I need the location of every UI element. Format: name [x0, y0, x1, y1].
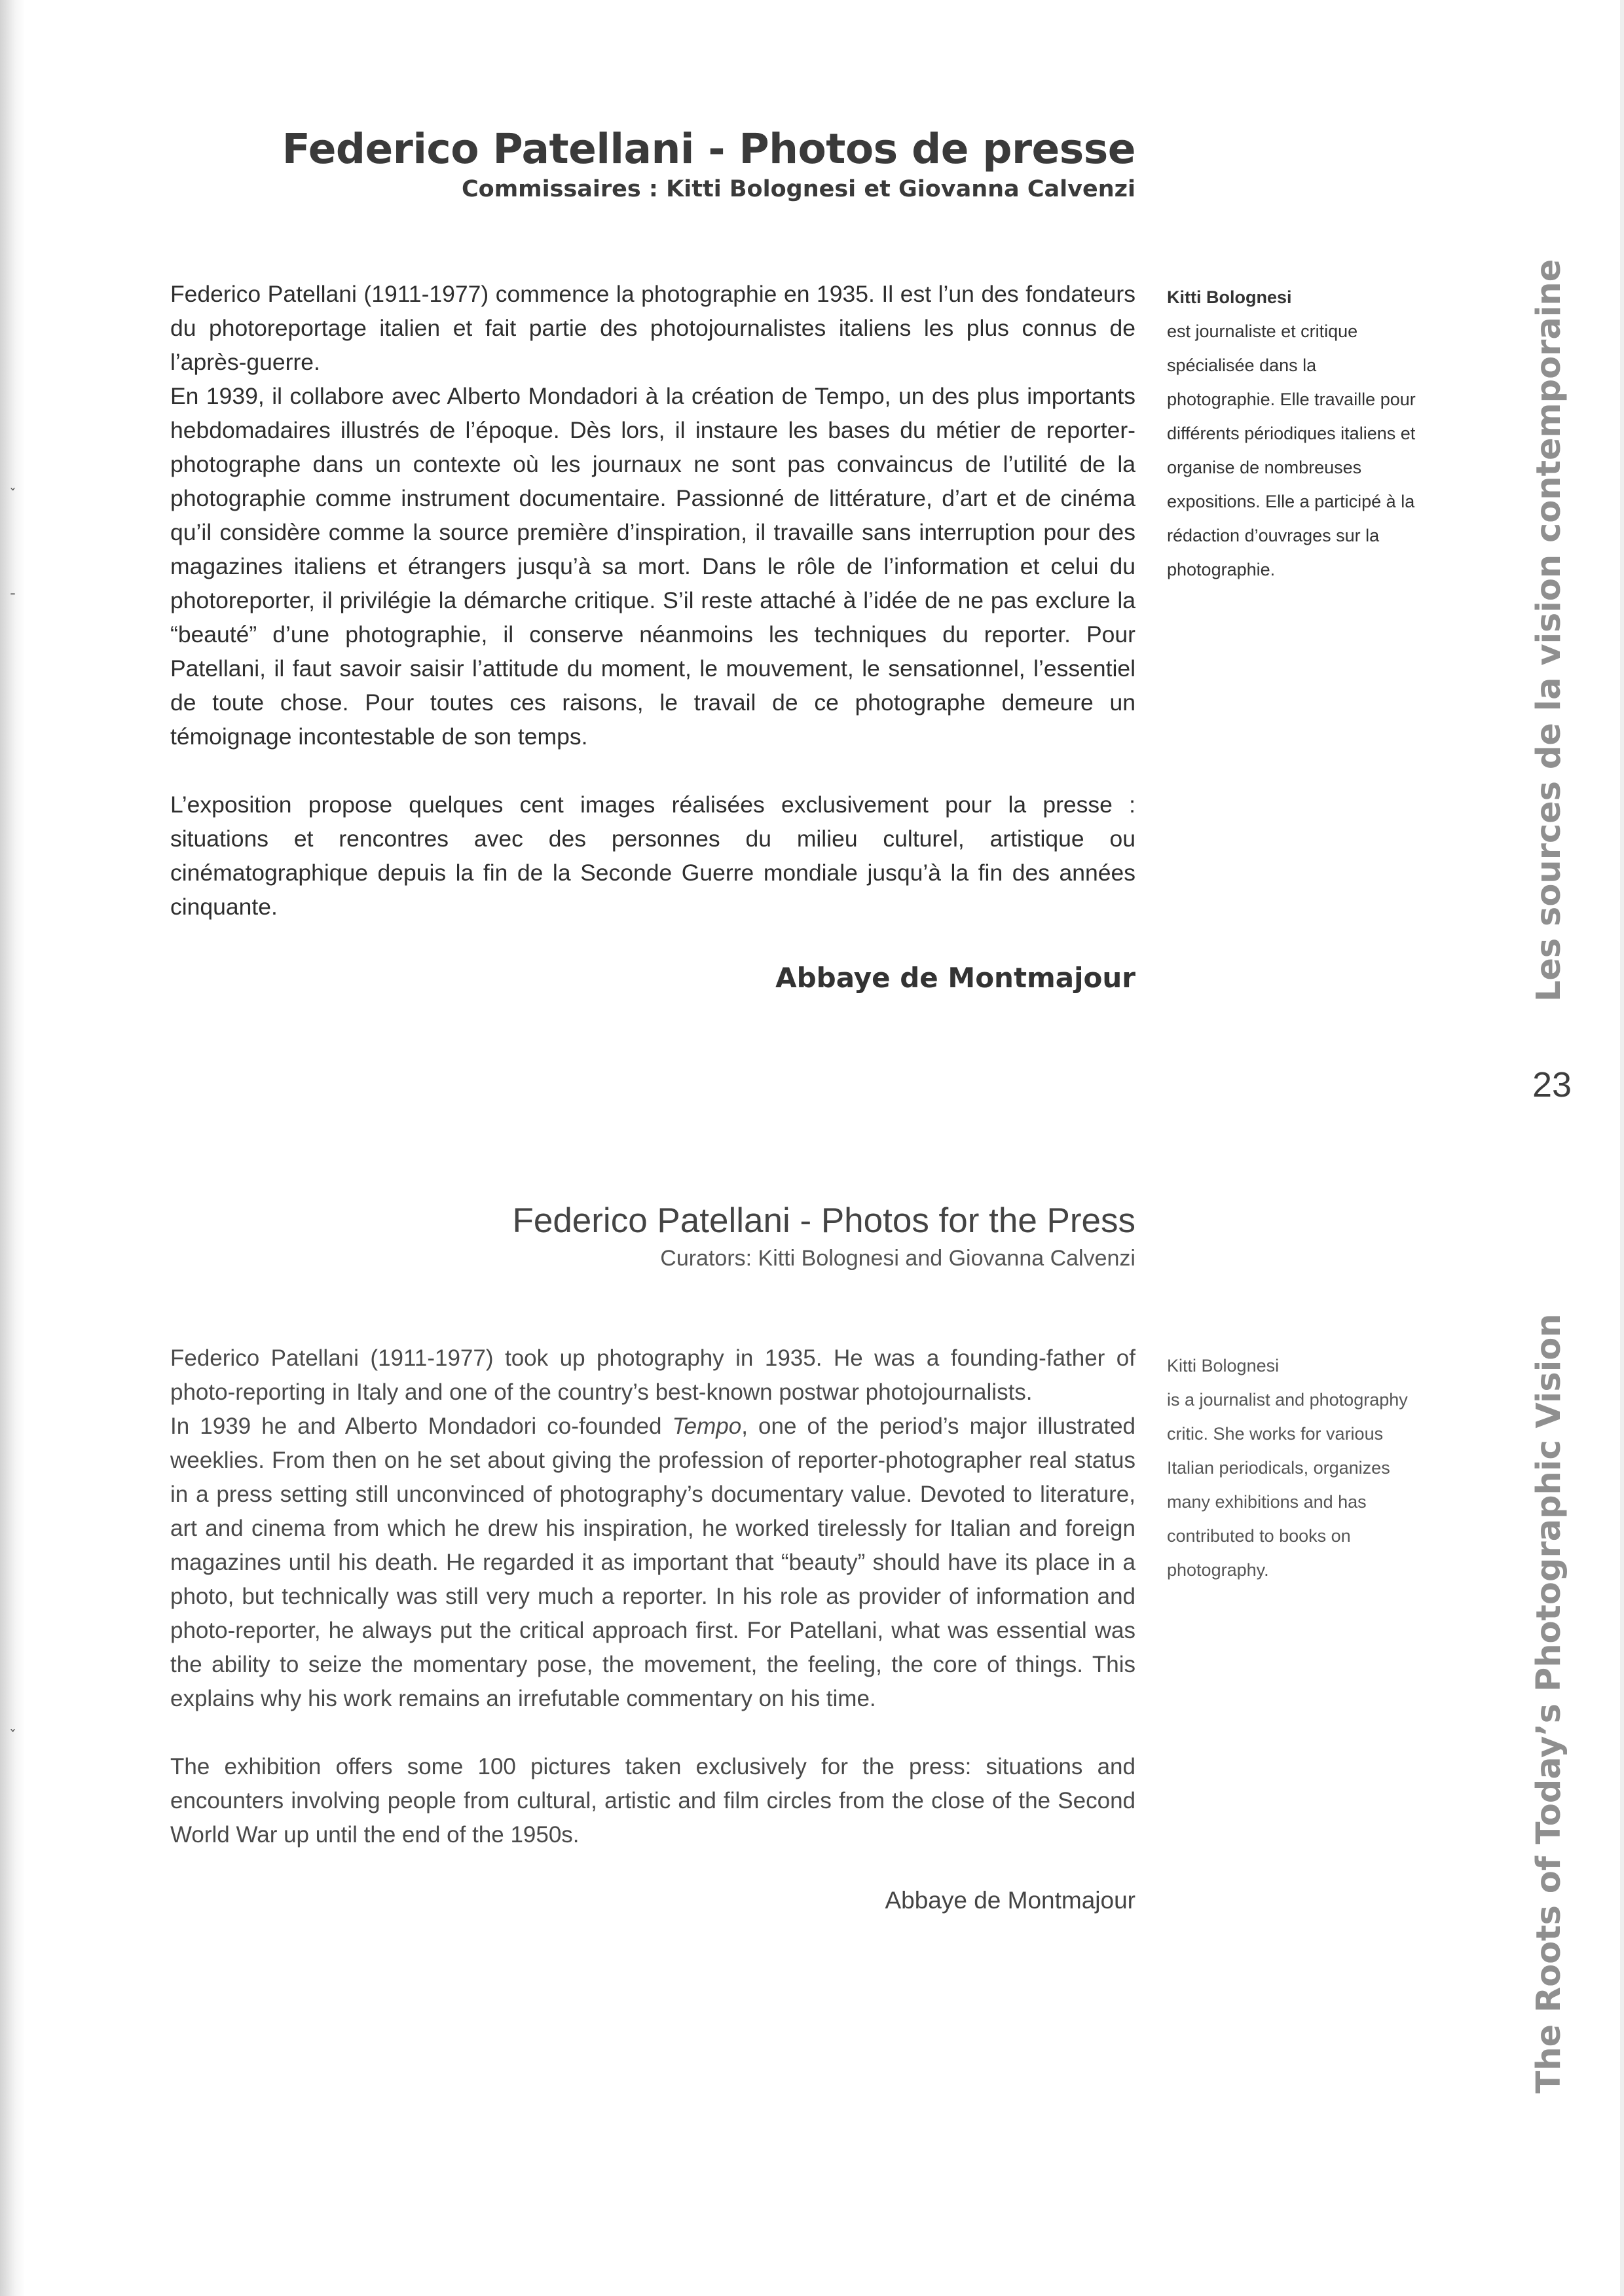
english-paragraph: The exhibition offers some 100 pictures taken exclusively for the press: situations and encounters involving people from cultural, artistic and film circles from the close of the Second World War up until the end of the 1950s. — [170, 1754, 1135, 1848]
english-location: Abbaye de Montmajour — [885, 1887, 1135, 1914]
english-body — [170, 1341, 1135, 1852]
page-number: 23 — [1532, 1065, 1572, 1104]
sidebar-name: Kitti Bolognesi — [1167, 1356, 1280, 1376]
french-sidebar — [1167, 280, 1429, 587]
english-paragraph: Federico Patellani (1911-1977) took up photography in 1935. He was a founding-father of photo-reporting in Italy and one of the country’s best-known postwar photojournalists. — [170, 1345, 1135, 1405]
vertical-section-heading-english: The Roots of Today’s Photographic Vision — [1530, 1313, 1568, 2094]
french-subtitle: Commissaires : Kitti Bolognesi et Giovanna Calvenzi — [461, 176, 1135, 202]
binding-shadow — [0, 0, 25, 2296]
sidebar-bio: est journaliste et critique spécialisée dans la photographie. Elle travaille pour différents périodiques italiens et organise de nombreuses expositions. Elle a participé à la rédaction d’ouvrages sur la photographie. — [1167, 321, 1416, 579]
english-sidebar — [1167, 1349, 1429, 1587]
french-location: Abbaye de Montmajour — [775, 962, 1135, 994]
english-subtitle: Curators: Kitti Bolognesi and Giovanna Calvenzi — [660, 1246, 1135, 1271]
sidebar-name: Kitti Bolognesi — [1167, 287, 1292, 307]
french-paragraph: Federico Patellani (1911-1977) commence la photographie en 1935. Il est l’un des fondateurs du photoreportage italien et fait partie des photojournalistes italiens les plus connus de l’après-guerre. — [170, 281, 1135, 375]
french-paragraph: En 1939, il collabore avec Alberto Mondadori à la création de Tempo, un des plus importants hebdomadaires illustrés de l’époque. Dès lors, il instaure les bases du métier de reporter-photographe dans un contexte où les journaux ne sont pas convaincus de l’utilité de la photographie comme instrument documentaire. Passionné de littérature, d’art et de cinéma qu’il considère comme la source première d’inspiration, il travaille sans interruption pour des magazines italiens et étrangers jusqu’à sa mort. Dans le rôle de l’information et celui du photoreporter, il privilégie la démarche critique. S’il reste attaché à l’idée de ne pas exclure la “beauté” d’une photographie, il conserve néanmoins les techniques du reporter. Pour Patellani, il faut savoir saisir l’attitude du moment, le mouvement, le sensationnel, l’essentiel de toute chose. Pour toutes ces raisons, le travail de ce photographe demeure un témoignage incontestable de son temps. — [170, 383, 1135, 750]
english-paragraph — [170, 1410, 1135, 1716]
english-paragraph-text: In 1939 he and Alberto Mondadori co-founded — [170, 1413, 673, 1439]
margin-mark: ˇ — [9, 487, 16, 503]
sidebar-bio: is a journalist and photography critic. She works for various Italian periodicals, organizes many exhibitions and has contributed to books on photography. — [1167, 1390, 1408, 1580]
vertical-section-heading-french: Les sources de la vision contemporaine — [1530, 259, 1568, 1002]
english-paragraph-text: , one of the period’s major illustrated weeklies. From then on he set about giving the profession of reporter-photographer real status in a press setting still unconvinced of photography’s documentary value. Devoted to literature, art and cinema from which he drew his inspiration, he worked tirelessly for Italian and foreign magazines until his death. He regarded it as important that “beauty” should have its place in a photo, but technically was still very much a reporter. In his role as provider of information and photo-reporter, he always put the critical approach first. For Patellani, what was essential was the ability to seize the momentary pose, the movement, the feeling, the core of things. This explains why his work remains an irrefutable commentary on his time. — [170, 1413, 1135, 1711]
margin-mark: ˇ — [9, 1728, 16, 1745]
page-edge — [1620, 0, 1624, 2296]
french-paragraph: L’exposition propose quelques cent images réalisées exclusivement pour la presse : situations et rencontres avec des personnes du milieu culturel, artistique ou cinématographique depuis la fin de la Seconde Guerre mondiale jusqu’à la fin des années cinquante. — [170, 792, 1135, 920]
magazine-title: Tempo — [672, 1413, 742, 1439]
french-title: Federico Patellani - Photos de presse — [282, 125, 1135, 173]
english-title: Federico Patellani - Photos for the Press — [512, 1201, 1135, 1240]
margin-mark: ˉ — [9, 592, 16, 608]
french-body — [170, 277, 1135, 924]
